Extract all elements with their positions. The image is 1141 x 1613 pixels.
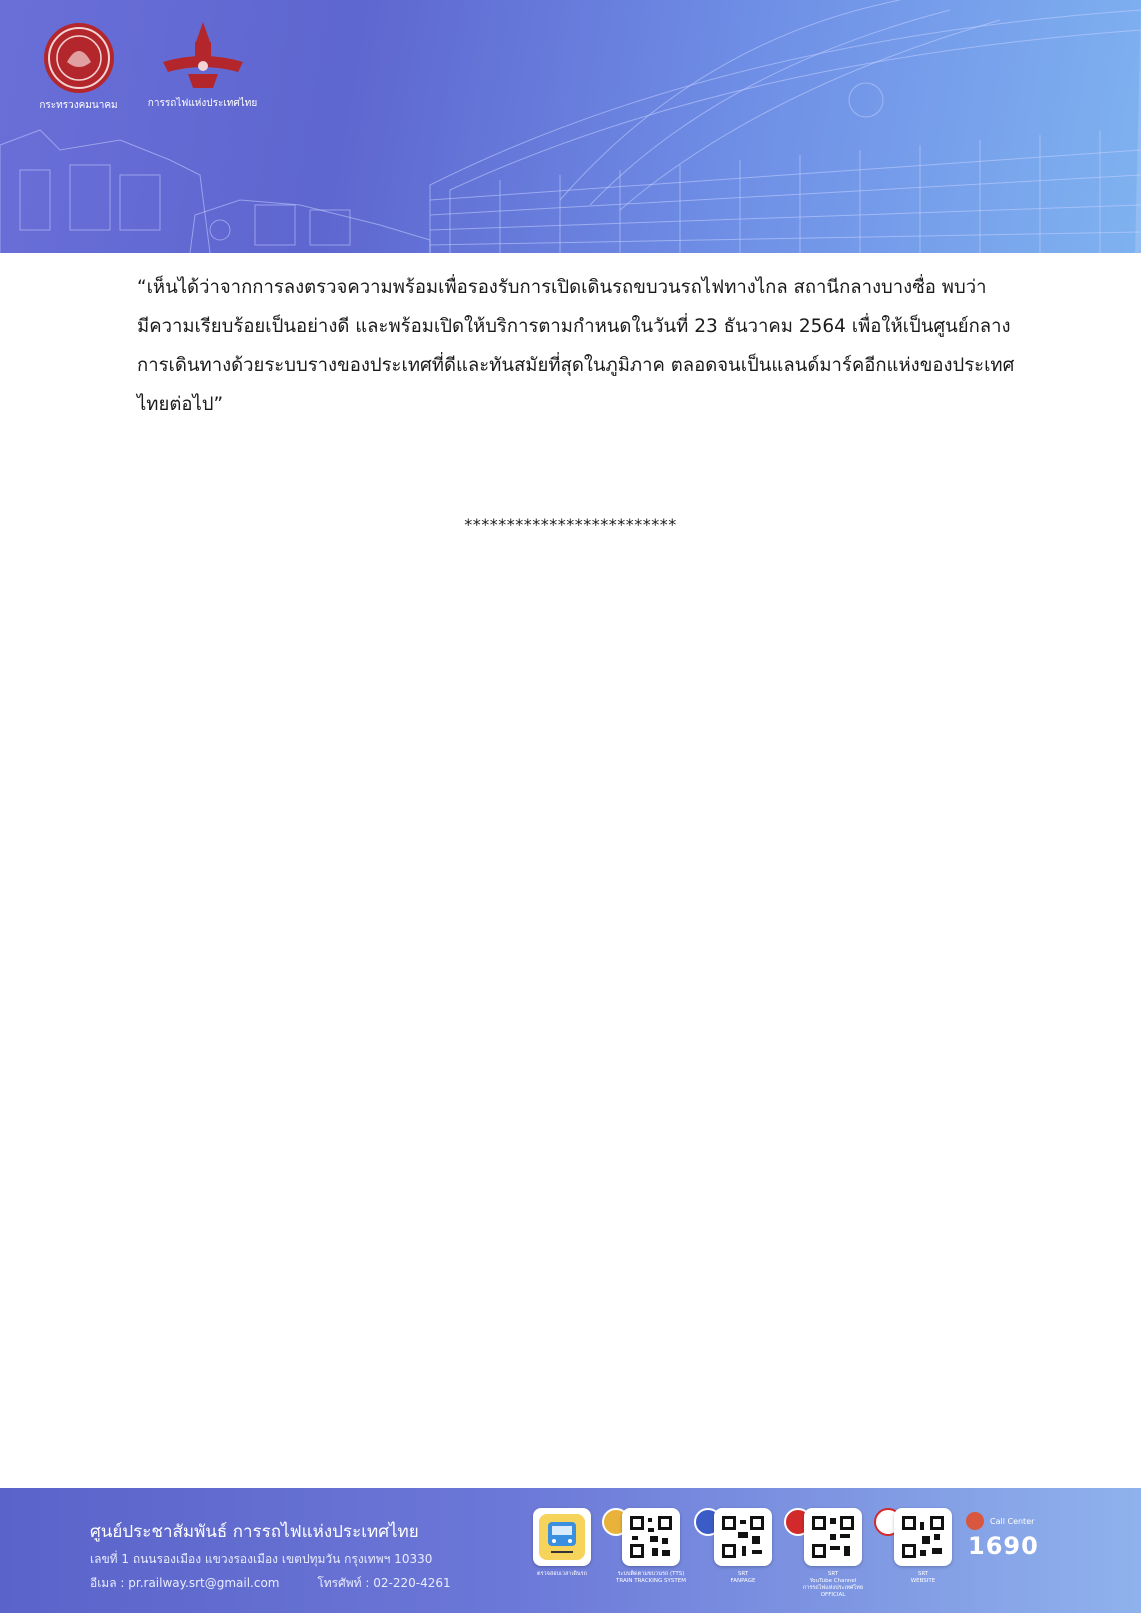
qr-code-icon (714, 1508, 772, 1566)
page-footer (0, 1488, 1141, 1613)
website-qr-code[interactable] (894, 1508, 952, 1566)
ministry-label: กระทรวงคมนาคม (39, 100, 118, 111)
paragraph-line: การเดินทางด้วยระบบรางของประเทศที่ดีและทันสมัยที่สุดในภูมิภาค ตลอดจนเป็นแลนด์มาร์คอีกแห่งของประเทศ (137, 355, 1015, 376)
qr-code-icon (804, 1508, 862, 1566)
footer-email: อีเมล : pr.railway.srt@gmail.com (90, 1576, 280, 1590)
srt-logo (140, 20, 265, 111)
qr-code-icon (622, 1508, 680, 1566)
fanpage-label: SRT FANPAGE (730, 1571, 756, 1584)
footer-title: ศูนย์ประชาสัมพันธ์ การรถไฟแห่งประเทศไทย (90, 1522, 419, 1542)
srt-emblem-icon (158, 20, 248, 92)
website-label: SRT WEBSITE (910, 1571, 936, 1584)
phone-icon (966, 1512, 984, 1530)
srt-app-tile[interactable] (533, 1508, 591, 1566)
train-app-icon (533, 1508, 591, 1566)
fanpage-qr-code[interactable] (714, 1508, 772, 1566)
call-center-number: 1690 (968, 1532, 1039, 1560)
tts-qr-code[interactable] (622, 1508, 680, 1566)
youtube-label: SRT YouTube Channel การรถไฟแห่งประเทศไทย OFFICIAL (802, 1571, 864, 1598)
paragraph-line: มีความเรียบร้อยเป็นอย่างดี และพร้อมเปิดให้บริการตามกำหนดในวันที่ 23 ธันวาคม 2564 เพื่อให้เป็นศูนย์กลาง (137, 316, 1011, 337)
footer-phone: โทรศัพท์ : 02-220-4261 (317, 1576, 451, 1590)
qr-code-icon (894, 1508, 952, 1566)
youtube-qr-code[interactable] (804, 1508, 862, 1566)
ministry-logo (26, 22, 131, 113)
news-quote-paragraph (137, 268, 1047, 424)
paragraph-line: ไทยต่อไป” (137, 394, 224, 415)
call-center-label: Call Center (990, 1517, 1035, 1526)
paragraph-line: “เห็นได้ว่าจากการลงตรวจความพร้อมเพื่อรองรับการเปิดเดินรถขบวนรถไฟทางไกล สถานีกลางบางซื่อ พบว่า (137, 277, 987, 298)
srt-label: การรถไฟแห่งประเทศไทย (147, 98, 258, 109)
footer-contact (90, 1574, 485, 1593)
end-divider: ************************* (464, 515, 677, 534)
footer-address: เลขที่ 1 ถนนรองเมือง แขวงรองเมือง เขตปทุมวัน กรุงเทพฯ 10330 (90, 1552, 433, 1566)
ministry-emblem-icon (43, 22, 115, 94)
srt-app-label: ตรวจสอบเวลาเดินรถ (537, 1571, 587, 1577)
tts-label: ระบบติดตามขบวนรถ (TTS) TRAIN TRACKING SYSTEM (616, 1571, 686, 1584)
page-header-banner (0, 0, 1141, 253)
